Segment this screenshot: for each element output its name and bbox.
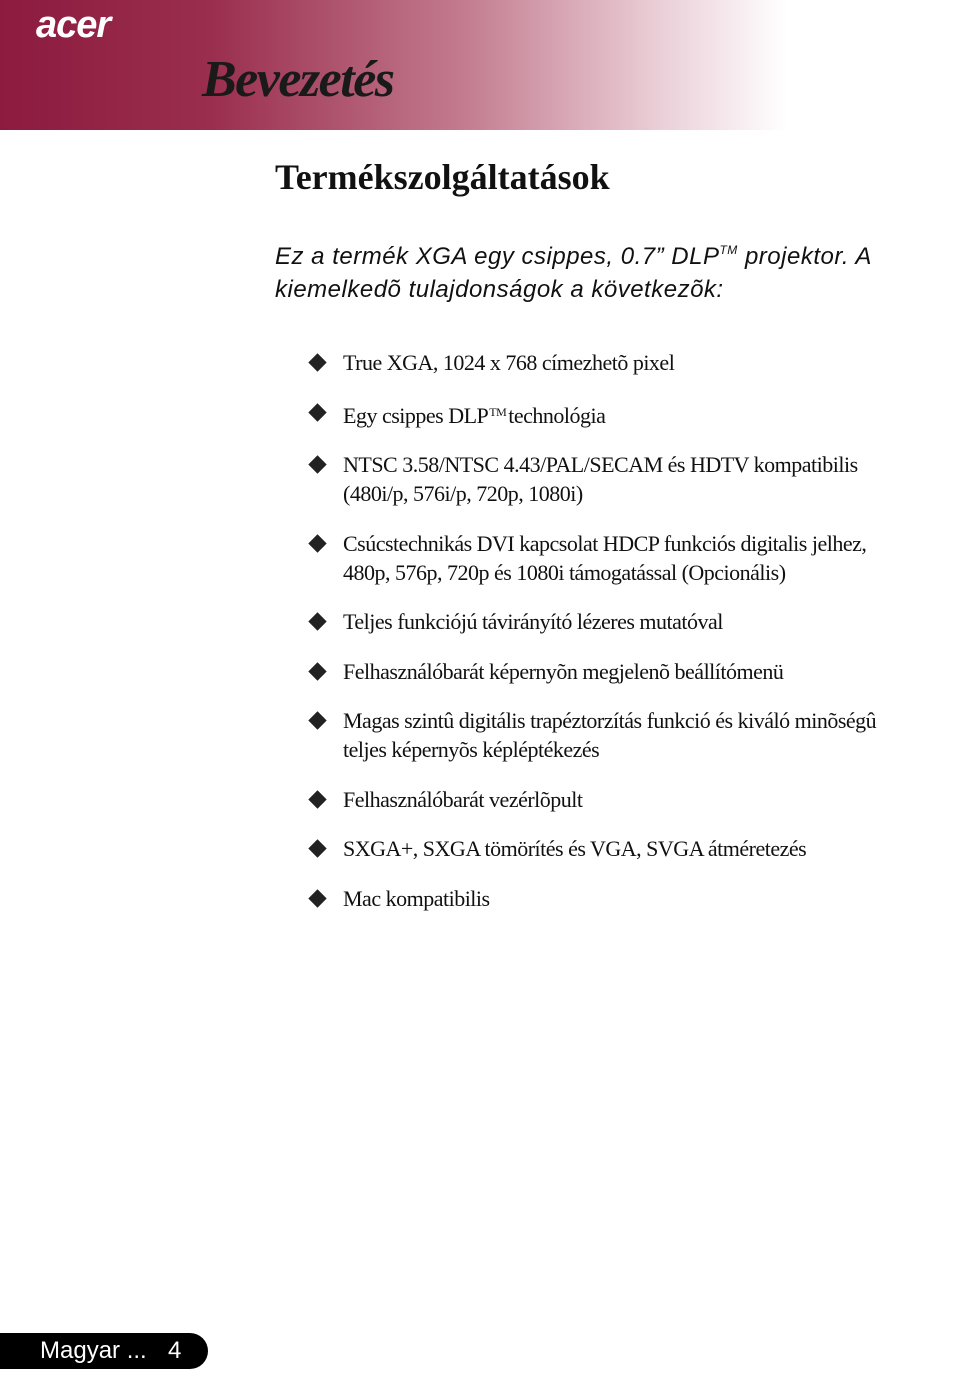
feature-list: [306, 348, 956, 933]
diamond-bullet-icon: [308, 662, 326, 680]
feature-text: technológia: [508, 402, 606, 428]
diamond-bullet-icon: [308, 455, 326, 473]
feature-text: SXGA+, SXGA tömörítés és VGA, SVGA átméretezés: [343, 836, 807, 861]
feature-text: Mac kompatibilis: [343, 885, 490, 911]
feature-text: 480p, 576p, 720p és 1080i támogatással (Opcionális): [343, 559, 786, 585]
list-item: [306, 706, 956, 764]
diamond-bullet-icon: [308, 353, 326, 371]
page-title: Termékszolgáltatások: [275, 157, 610, 197]
list-item: [306, 607, 956, 636]
diamond-bullet-icon: [308, 889, 326, 907]
section-title: Bevezetés: [202, 51, 394, 108]
list-item: [306, 348, 956, 377]
diamond-bullet-icon: [308, 403, 326, 421]
intro-paragraph: [275, 234, 915, 306]
footer-language: Magyar ...: [40, 1337, 147, 1364]
list-item: [306, 450, 956, 508]
trademark-mark: TM: [719, 243, 738, 257]
list-item: [306, 398, 956, 430]
diamond-bullet-icon: [308, 711, 326, 729]
list-item: [306, 785, 956, 814]
feature-text: (480i/p, 576i/p, 720p, 1080i): [343, 481, 583, 506]
feature-text: True XGA, 1024 x 768 címezhetõ pixel: [343, 350, 675, 375]
list-item: [306, 657, 956, 686]
diamond-bullet-icon: [308, 790, 326, 808]
feature-text: teljes képernyõs képléptékezés: [343, 737, 600, 762]
intro-text: projektor. A: [737, 243, 872, 270]
diamond-bullet-icon: [308, 612, 326, 630]
feature-text: Magas szintû digitális trapéztorzítás funkció és kiváló minõségû: [343, 708, 877, 733]
trademark-mark: TM: [489, 404, 507, 419]
header-banner: [0, 0, 960, 130]
feature-text: Egy csippes DLP: [343, 402, 489, 428]
acer-logo: acer: [36, 4, 111, 46]
diamond-bullet-icon: [308, 839, 326, 857]
intro-text: kiemelkedõ tulajdonságok a következõk:: [275, 276, 724, 303]
feature-text: Teljes funkciójú távirányító lézeres mutatóval: [343, 609, 723, 634]
page-footer: [0, 1333, 208, 1369]
list-item: [306, 529, 956, 587]
diamond-bullet-icon: [308, 534, 326, 552]
list-item: [306, 884, 956, 913]
feature-text: Felhasználóbarát vezérlõpult: [343, 786, 583, 812]
feature-text: NTSC 3.58/NTSC 4.43/PAL/SECAM és HDTV kompatibilis: [343, 452, 858, 477]
feature-text: Csúcstechnikás DVI kapcsolat HDCP funkciós digitalis jelhez,: [343, 530, 867, 556]
page-number: 4: [168, 1337, 182, 1364]
list-item: [306, 834, 956, 863]
feature-text: Felhasználóbarát képernyõn megjelenõ beállítómenü: [343, 658, 784, 684]
intro-text: Ez a termék XGA egy csippes, 0.7” DLP: [275, 243, 720, 270]
